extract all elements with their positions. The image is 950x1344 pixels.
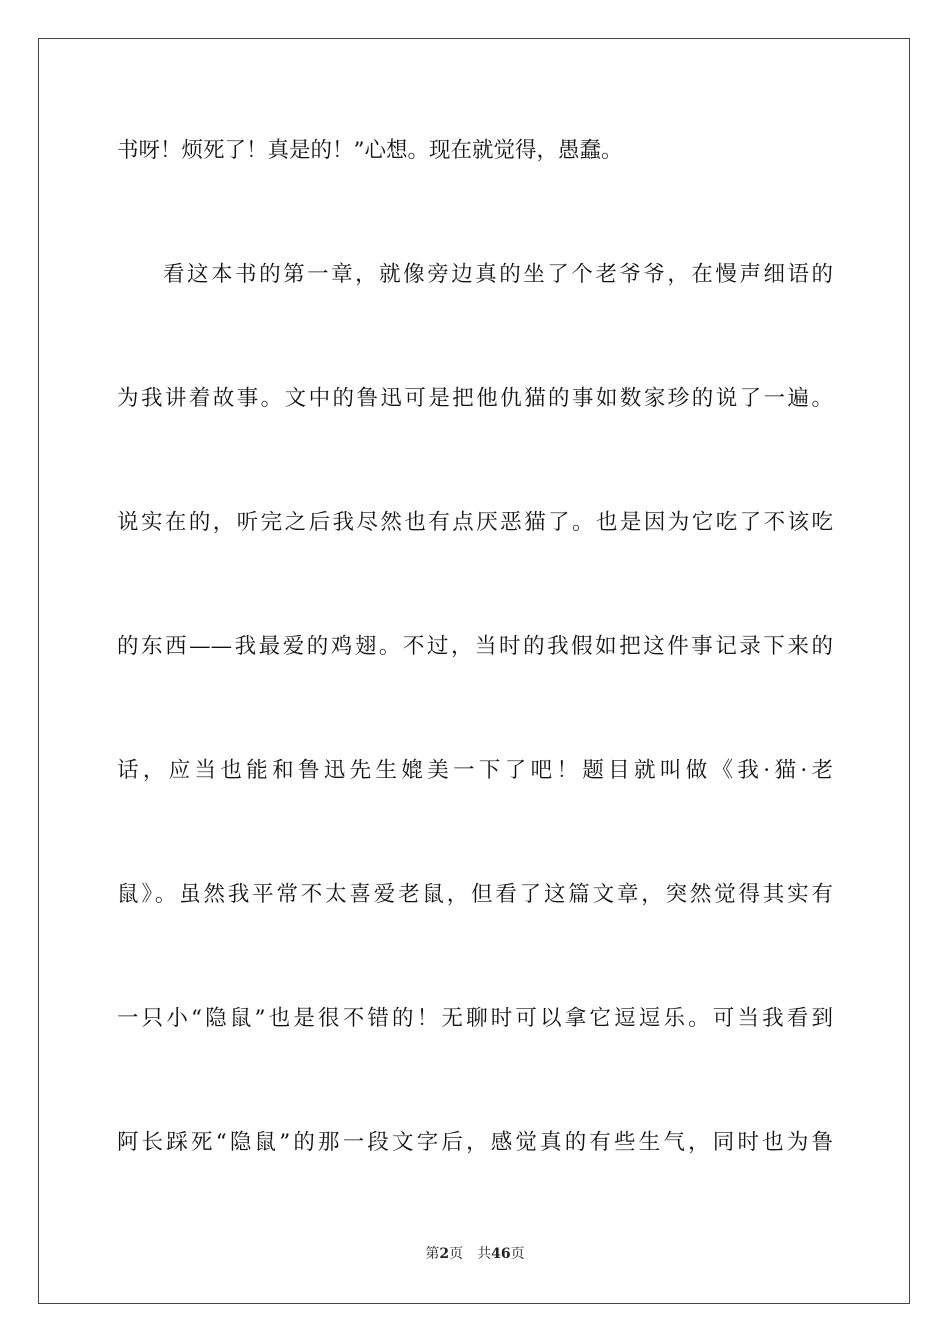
page-footer: [0, 1244, 950, 1264]
total-pages: 46: [491, 1246, 511, 1262]
paragraph-line: 话，应当也能和鲁迅先生媲美一下了吧！题目就叫做《我·猫·老: [117, 758, 833, 783]
paragraph-line: 一只小“隐鼠”也是很不错的！无聊时可以拿它逗逗乐。可当我看到: [117, 1006, 833, 1031]
page-number: 2: [439, 1246, 450, 1262]
total-label-prefix: 共: [477, 1246, 492, 1262]
page-label-prefix: 第: [425, 1246, 440, 1262]
paragraph-line: 阿长踩死“隐鼠”的那一段文字后，感觉真的有些生气，同时也为鲁: [117, 1130, 833, 1155]
paragraph-line: 的东西——我最爱的鸡翅。不过，当时的我假如把这件事记录下来的: [117, 634, 833, 659]
paragraph-line: 鼠》。虽然我平常不太喜爱老鼠，但看了这篇文章，突然觉得其实有: [117, 882, 833, 907]
paragraph-line: 书呀！烦死了！真是的！”心想。现在就觉得，愚蠢。: [117, 138, 623, 163]
paragraph-line: 看这本书的第一章，就像旁边真的坐了个老爷爷，在慢声细语的: [163, 262, 833, 287]
total-label-suffix: 页: [510, 1246, 525, 1262]
page-label-suffix: 页: [449, 1246, 464, 1262]
paragraph-line: 说实在的，听完之后我尽然也有点厌恶猫了。也是因为它吃了不该吃: [117, 510, 833, 535]
paragraph-line: 为我讲着故事。文中的鲁迅可是把他仇猫的事如数家珍的说了一遍。: [117, 386, 833, 411]
page-border: [38, 38, 910, 1304]
